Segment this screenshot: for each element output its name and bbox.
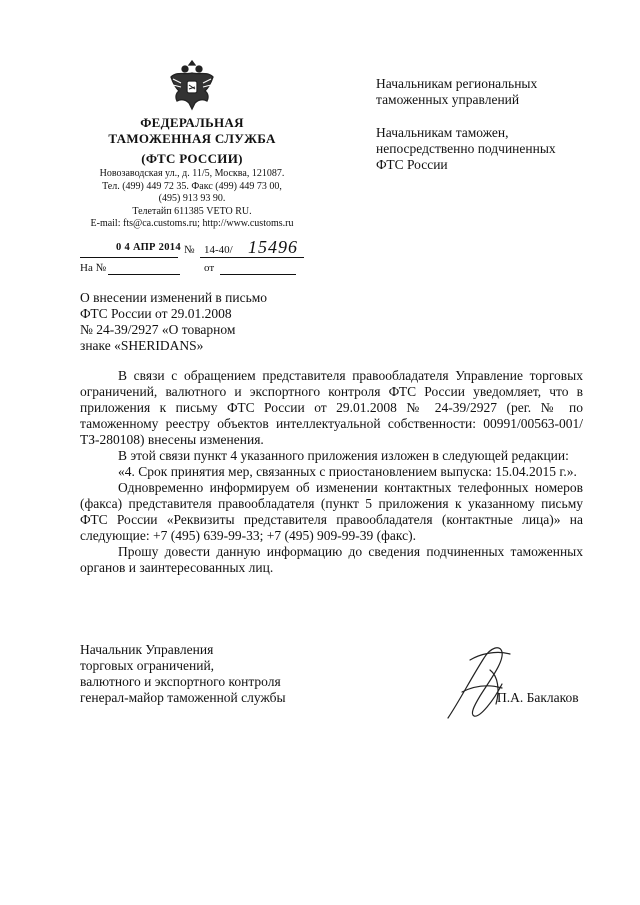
body-paragraph: В связи с обращением представителя правообладателя Управление торговых ограничений, валютного и экспортного контроля ФТС России уведомляет, что в приложения к письму ФТС России от 29.01.2008 № 24-39/2927 (рег. № по таможенному реестру объектов интеллектуальной собственности: 00991/00563-001/ТЗ-280108) внесены изменения. [80,368,583,447]
address-line: Тел. (499) 449 72 35. Факс (499) 449 73 00, [102,180,282,192]
recipient-line: таможенных управлений [376,92,520,107]
recipient-line: Начальникам таможен, [376,125,509,140]
body-paragraph: Одновременно информируем об изменении контактных телефонных номеров (факса) представителя правообладателя (пункт 5 приложения к указанному письму ФТС России «Реквизиты представителя правообладателя (контактные лица)» на следующие: +7 (495) 639-99-33; +7 (495) 909-99-39 (факс). [80,480,583,543]
address-line: E-mail: fts@ca.customs.ru; http://www.customs.ru [90,218,294,229]
signatory-title [80,642,340,706]
address-line: Телетайп 611385 VETO RU. [132,205,252,217]
registration-number: 14-40/ [204,244,233,256]
subject-line: ФТС России от 29.01.2008 [80,306,232,321]
address-line: (495) 913 93 90. [158,193,226,204]
recipient-line: Начальникам региональных [376,76,538,91]
reference-line [80,262,320,278]
letter-body [80,368,583,576]
reference-underline [108,274,180,275]
signatory-line: торговых ограничений, [80,658,215,673]
subject-line: № 24-39/2927 «О товарном [80,322,236,337]
recipient-line: ФТС России [376,157,448,172]
number-underline [200,257,304,258]
signatory-line: генерал-майор таможенной службы [80,690,286,705]
recipient-line: непосредственно подчиненных [376,141,556,156]
date-underline [80,257,178,258]
org-name-line2: ТАМОЖЕННАЯ СЛУЖБА [108,131,276,146]
body-paragraph: «4. Срок принятия мер, связанных с приостановлением выпуска: 15.04.2015 г.». [118,464,577,479]
handwritten-signature-icon [440,640,530,730]
from-label: от [204,262,215,274]
subject-line: знаке «SHERIDANS» [80,338,204,353]
signatory-line: валютного и экспортного контроля [80,674,281,689]
subject-line: О внесении изменений в письмо [80,290,268,305]
registration-line [80,237,320,262]
org-abbreviation: (ФТС РОССИИ) [141,151,243,166]
letter-subject [80,290,320,354]
number-label: № [184,244,195,256]
organization-name [60,115,324,167]
russian-coat-of-arms-icon [167,57,217,113]
org-name-line1: ФЕДЕРАЛЬНАЯ [140,115,244,130]
signatory-line: Начальник Управления [80,642,214,657]
reference-label: На № [80,262,107,274]
recipients-block [376,76,616,173]
handwritten-number: 15496 [248,237,298,257]
organization-address [60,168,324,231]
registration-date: 0 4 АПР 2014 [116,242,181,253]
from-underline [220,274,296,275]
address-line: Новозаводская ул., д. 11/5, Москва, 121087. [99,168,285,179]
body-paragraph: Прошу довести данную информацию до сведения подчиненных таможенных органов и заинтересованных лиц. [80,544,583,575]
signer-name: П.А. Баклаков [497,690,579,705]
body-paragraph: В этой связи пункт 4 указанного приложения изложен в следующей редакции: [118,448,569,463]
